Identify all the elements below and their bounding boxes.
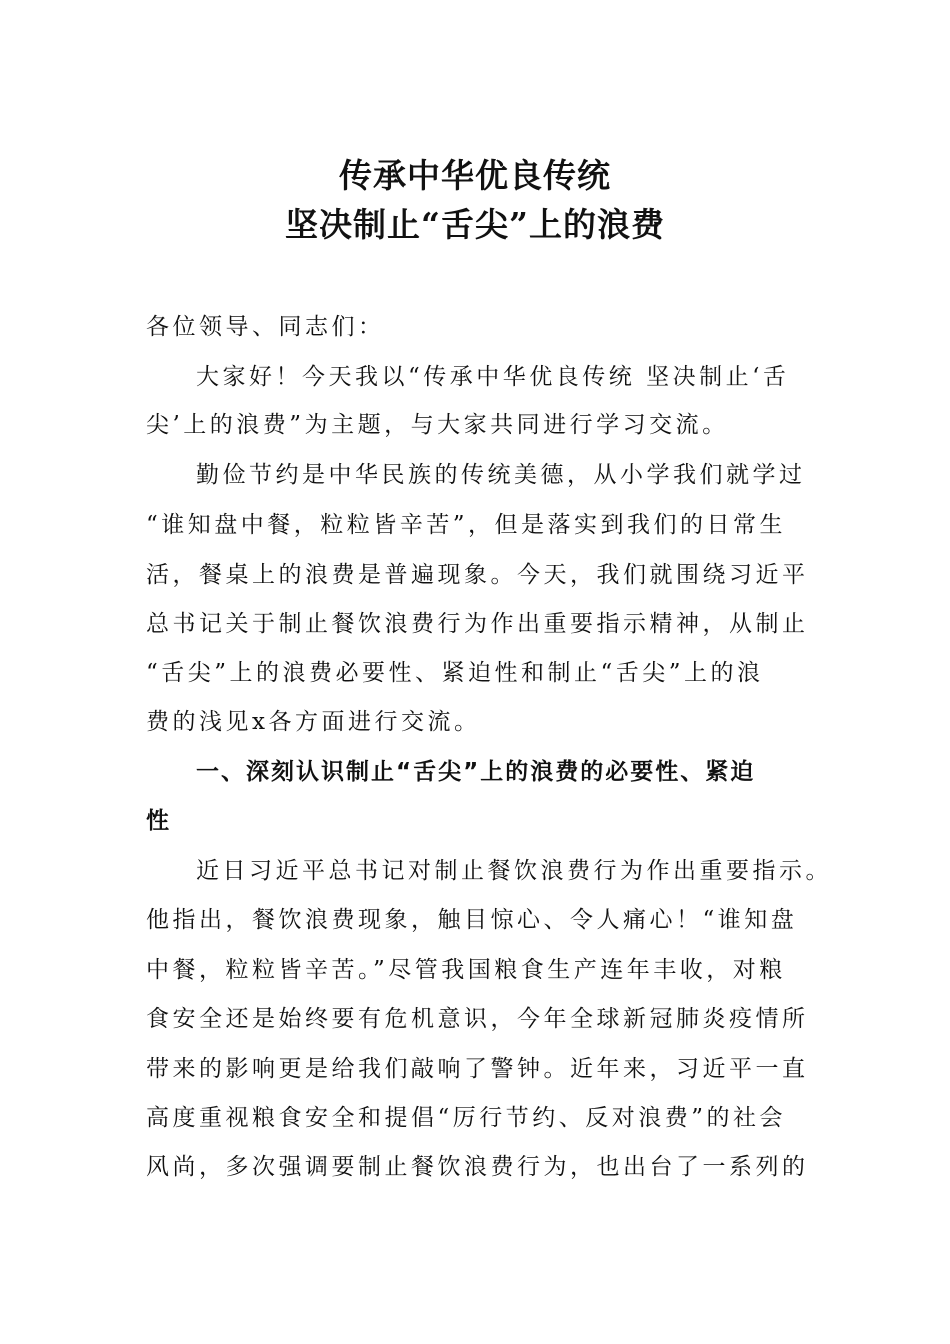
paragraph-2-line: 活，餐桌上的浪费是普遍现象。今天，我们就围绕习近平 [146,562,809,588]
document-title-line-1: 传承中华优良传统 [339,156,611,195]
paragraph-2-line: “舌尖”上的浪费必要性、紧迫性和制止“舌尖”上的浪 [146,660,764,686]
paragraph-3-line: 中餐，粒粒皆辛苦。”尽管我国粮食生产连年丰收，对粮 [146,957,786,983]
paragraph-1-line: 尖’上的浪费”为主题，与大家共同进行学习交流。 [146,412,729,438]
paragraph-3-line: 带来的影响更是给我们敲响了警钟。近年来，习近平一直 [146,1056,809,1082]
paragraph-2-line: 勤俭节约是中华民族的传统美德，从小学我们就学过 [196,462,806,488]
paragraph-3-line: 高度重视粮食安全和提倡“厉行节约、反对浪费”的社会 [146,1105,787,1131]
paragraph-2-line: 费的浅见x各方面进行交流。 [146,709,481,735]
paragraph-3-line: 风尚，多次强调要制止餐饮浪费行为，也出台了一系列的 [146,1154,809,1180]
paragraph-2-line: 总书记关于制止餐饮浪费行为作出重要指示精神，从制止 [146,611,809,637]
salutation: 各位领导、同志们： [146,314,385,340]
section-heading-1: 一、深刻认识制止“舌尖”上的浪费的必要性、紧迫 [196,759,756,785]
paragraph-3-line: 他指出，餐饮浪费现象，触目惊心、令人痛心！“谁知盘 [146,907,798,933]
document-title-line-2: 坚决制止“舌尖”上的浪费 [285,205,665,244]
section-heading-1-continued: 性 [146,808,171,834]
paragraph-3-line: 近日习近平总书记对制止餐饮浪费行为作出重要指示。 [196,858,832,884]
paragraph-1-line: 大家好！今天我以“传承中华优良传统 坚决制止‘舌 [196,364,790,390]
paragraph-3-line: 食安全还是始终要有危机意识，今年全球新冠肺炎疫情所 [146,1006,809,1032]
paragraph-2-line: “谁知盘中餐，粒粒皆辛苦”，但是落实到我们的日常生 [146,512,787,538]
